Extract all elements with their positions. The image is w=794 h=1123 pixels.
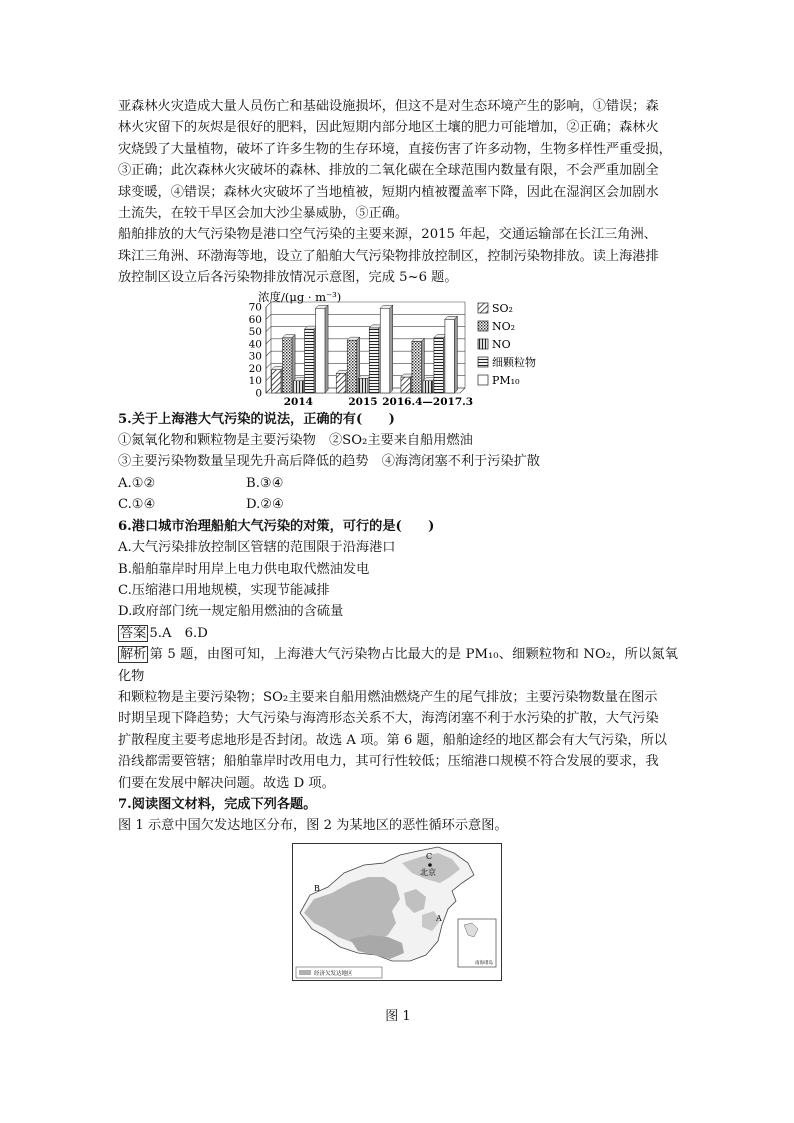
text-line: 灾烧毁了大量植物，破坏了许多生物的生存环境，直接伤害了许多动物，生物多样性严重受损，	[118, 141, 672, 157]
option-d: D.政府部门统一规定船用燃油的含硫量	[118, 604, 344, 620]
text-line: 珠江三角洲、环渤海等地，设立了船舶大气污染物排放控制区，控制污染物排放。读上海港排	[118, 248, 659, 264]
legend-item	[478, 338, 511, 351]
gridline-side	[266, 351, 271, 356]
x-category-label: 2015	[348, 395, 378, 407]
option-b: B.船舶靠岸时用岸上电力供电取代燃油发电	[118, 561, 370, 577]
question-stem: 7.阅读图文材料，完成下列各题。	[118, 796, 317, 812]
y-axis-title: 浓度/(μg · m⁻³)	[258, 289, 342, 304]
beijing-marker-icon	[428, 863, 432, 867]
option-row	[118, 494, 678, 515]
text-line: 土流失，在较干旱区会加大沙尘暴威胁，⑤正确。	[118, 206, 409, 222]
chart-bar	[412, 338, 425, 393]
y-tick-label: 40	[248, 338, 262, 351]
analysis-line	[118, 644, 678, 687]
y-tick-label: 0	[255, 387, 262, 400]
y-tick-label: 20	[248, 362, 262, 375]
x-category-label: 2016.4—2017.3	[382, 395, 474, 407]
legend-swatch-icon	[478, 339, 488, 349]
chart-bar	[380, 305, 393, 393]
option-d: D.②④	[246, 497, 284, 513]
chart-bar	[316, 305, 329, 393]
option-c: C.①④	[118, 497, 156, 513]
y-tick-label: 30	[248, 350, 262, 363]
question-5	[118, 409, 678, 516]
question-statement: ①氮氧化物和颗粒物是主要污染物 ②SO₂主要来自船用燃油	[118, 433, 473, 449]
text-line: ③正确；此次森林火灾破坏的森林、排放的二氧化碳在全球范围内数量有限，不会严重加剧全	[118, 163, 659, 179]
analysis-line: 时期呈现下降趋势；大气污染与海湾形态关系不大，海湾闭塞不利于水污染的扩散，大气污染	[118, 711, 659, 727]
chart-bar	[305, 326, 318, 393]
question-stem: 6.港口城市治理船舶大气污染的对策，可行的是( )	[118, 518, 435, 534]
legend-swatch-icon	[478, 321, 488, 331]
analysis-tag: 解析	[120, 647, 147, 663]
gridline-side	[266, 326, 271, 331]
legend-item	[478, 374, 520, 387]
answer-line	[118, 623, 678, 644]
gridline-side	[266, 339, 271, 344]
chart-bar	[423, 377, 436, 392]
y-tick-label: 50	[248, 325, 262, 338]
figure-caption: 图 1	[385, 1008, 411, 1024]
south-china-sea-inset	[458, 919, 496, 967]
map-label-beijing: 北京	[420, 867, 436, 877]
legend-label: NO	[492, 337, 511, 351]
inset-label: 南海诸岛	[475, 960, 493, 966]
text-line: 林火灾留下的灰烬是很好的肥料，因此短期内部分地区土壤的肥力可能增加，②正确；森林火	[118, 120, 659, 136]
analysis-line: 沿线都需要管辖；船舶靠岸时改用电力，其可行性较低；压缩港口规模不符合发展的要求，我	[118, 754, 659, 770]
gridline-side	[266, 314, 271, 319]
chart-bar	[369, 325, 382, 393]
legend-item	[478, 355, 536, 369]
legend-label: PM₁₀	[492, 373, 520, 387]
answer-tag: 答案	[120, 625, 147, 641]
x-category-label: 2014	[283, 395, 313, 407]
question-statement: ③主要污染物数量呈现先升高后降低的趋势 ④海湾闭塞不利于污染扩散	[118, 454, 540, 470]
china-underdeveloped-map	[292, 843, 502, 981]
y-tick-label: 70	[248, 301, 262, 314]
chart-bar	[401, 374, 414, 393]
legend-swatch-icon	[478, 357, 488, 367]
legend-label: 细颗粒物	[492, 355, 536, 369]
paragraph-ship-pollution	[118, 224, 678, 288]
option-a: A.①②	[118, 475, 156, 491]
map-label-c: C	[426, 851, 433, 861]
y-tick-label: 10	[248, 374, 262, 387]
map-label-b: B	[314, 883, 320, 893]
gridline-side	[266, 363, 271, 368]
question-7	[118, 794, 678, 837]
legend-swatch-icon	[478, 303, 488, 313]
option-b: B.③④	[246, 475, 284, 491]
text-line: 放控制区设立后各污染物排放情况示意图，完成 5~6 题。	[118, 270, 458, 286]
pollution-chart-container	[118, 289, 678, 409]
map-label-a: A	[436, 913, 442, 923]
legend-swatch-icon	[299, 970, 311, 975]
analysis-text: 第 5 题，由图可知，上海港大气污染物占比最大的是 PM₁₀、细颗粒物和 NO₂，所以氮氧化物	[118, 647, 678, 684]
chart-bar	[358, 375, 371, 393]
legend-item	[478, 302, 513, 315]
analysis-line: 扩散程度主要考虑地形是否封闭。故选 A 项。第 6 题，船舶途经的地区都会有大气污染，所以	[118, 732, 667, 748]
map-legend-text: 经济欠发达地区	[314, 970, 353, 977]
option-row	[118, 473, 678, 494]
chart-bar	[434, 334, 447, 392]
analysis-block	[118, 644, 678, 794]
text-line: 球变暖，④错误；森林火灾破坏了当地植被，短期内植被覆盖率下降，因此在湿润区会加剧水	[118, 184, 659, 200]
legend-label: NO₂	[492, 319, 516, 333]
paragraph-forest-fire	[118, 96, 678, 224]
chart-bar	[347, 337, 360, 393]
question-intro: 图 1 示意中国欠发达地区分布，图 2 为某地区的恶性循环示意图。	[118, 818, 508, 834]
option-c: C.压缩港口用地规模，实现节能减排	[118, 582, 330, 598]
gridline-side	[266, 375, 271, 380]
chart-bar	[294, 377, 307, 392]
page-content	[118, 96, 678, 1024]
pollution-bar-chart	[232, 289, 562, 407]
text-line: 船舶排放的大气污染物是港口空气污染的主要来源，2015 年起，交通运输部在长江三角洲、	[118, 227, 657, 243]
answer-text: 5.A 6.D	[149, 625, 208, 641]
chart-bar	[283, 334, 296, 392]
legend-label: SO₂	[492, 301, 513, 315]
text-line: 亚森林火灾造成大量人员伤亡和基础设施损坏，但这不是对生态环境产生的影响，①错误；森	[118, 99, 659, 114]
legend-swatch-icon	[478, 375, 488, 385]
legend-item	[478, 320, 515, 333]
china-map-container	[118, 843, 678, 1003]
chart-bar	[336, 370, 349, 393]
question-6	[118, 516, 678, 623]
chart-bar	[445, 316, 458, 393]
question-stem: 5.关于上海港大气污染的说法，正确的有( )	[118, 411, 395, 427]
analysis-line: 和颗粒物是主要污染物；SO₂主要来自船用燃油燃烧产生的尾气排放；主要污染物数量在图示	[118, 689, 658, 705]
chart-bar	[272, 366, 285, 392]
analysis-line: 们要在发展中解决问题。故选 D 项。	[118, 775, 335, 791]
y-tick-label: 60	[248, 313, 262, 326]
option-a: A.大气污染排放控制区管辖的范围限于沿海港口	[118, 540, 396, 556]
